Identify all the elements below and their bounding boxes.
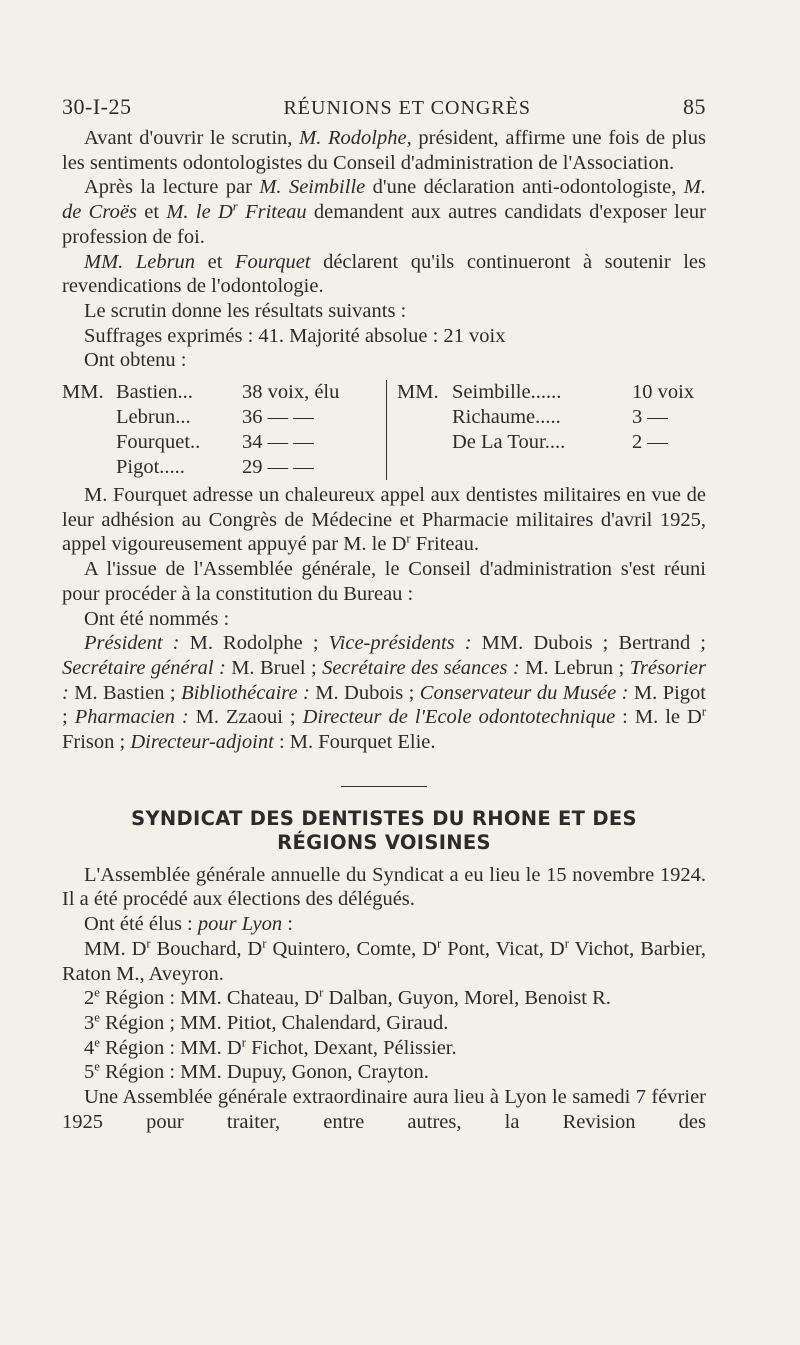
text-run: Région : MM. D [99,1036,242,1059]
section-title-line: SYNDICAT DES DENTISTES DU RHONE ET DES [131,806,637,830]
header-title: RÉUNIONS ET CONGRÈS [283,97,532,119]
text-run: Friteau [237,201,307,224]
paragraph-region-3 [62,1011,706,1036]
candidate-name: Bastien... [116,381,193,404]
italic-run: Président : [84,632,180,655]
text-run: M. le D [166,201,233,224]
text-run: M. Zzaoui ; [188,706,303,729]
paragraph-candidates [62,250,706,299]
vote-row [397,405,697,430]
section-divider [341,786,427,787]
text-run: Pont, Vicat, D [441,937,565,960]
candidate-votes: 3 — [632,406,668,429]
italic-run: Fourquet [234,250,311,273]
superscript: r [701,704,707,719]
text-run: et [136,201,167,224]
text-run: : M. le D [615,706,702,729]
italic-run [166,201,306,223]
superscript: r [319,985,324,1000]
paragraph-region-5 [62,1060,706,1085]
header-date: 30-I-25 [62,94,132,119]
text-run: 2 [84,987,95,1010]
paragraph-obtained: Ont obtenu : [84,349,187,372]
mm-spacer [62,430,116,455]
vote-row [397,380,697,405]
text-run: 4 [84,1036,95,1059]
superscript: e [94,1035,100,1050]
superscript: r [232,199,238,214]
italic-run: Directeur-adjoint [130,731,274,754]
superscript: r [564,936,569,951]
text-run: M. Fourquet adresse un chaleureux appel aux dentistes militaires en vue de leur adhésion au Congrès de Médecine et Pharmacie militaires d'avril 1925, appel vigoureusement appuyé par M. le D [62,484,706,556]
italic-run: MM. Lebrun [84,250,196,273]
text-run: M. Bruel ; [225,656,323,679]
italic-run: Directeur de l'Ecole odontotechnique [302,706,616,729]
text-run: Vichot, Barbier, Raton M., Aveyron. [62,937,706,985]
section-title [62,807,706,855]
text-run: : [282,913,293,936]
text-run: M. Bastien ; [68,681,182,704]
candidate-votes: 2 — [632,431,668,454]
italic-run: pour Lyon [197,913,283,936]
vote-row [62,455,386,480]
italic-run: Secrétaire général : [62,656,226,679]
page-body [62,126,706,1135]
text-run: Ont été élus : [84,913,198,936]
superscript: e [94,985,100,1000]
italic-run: Secrétaire des séances : [322,656,520,679]
paragraph-region-4 [62,1036,706,1061]
text-run: MM. D [84,937,147,960]
page-number: 85 [683,94,706,119]
vote-row [62,405,386,430]
superscript: e [94,1010,100,1025]
vote-row [62,430,386,455]
paragraph-region-2 [62,986,706,1011]
mm-spacer [397,430,452,455]
text-run: Après la lecture par [84,176,260,199]
text-run: d'une déclaration anti-odontologiste, [365,176,684,199]
candidate-votes: 36 — — [242,406,314,429]
paragraph-conseil: A l'issue de l'Assemblée générale, le Conseil d'administration s'est réuni pour procéder à la constitution du Bureau : [62,558,706,605]
text-run: M. Lebrun ; [519,656,630,679]
italic-run: Pharmacien : [74,706,189,729]
superscript: r [437,936,442,951]
text-run: Région : MM. Chateau, D [99,987,320,1010]
superscript: r [146,936,151,951]
italic-run: M. Rodolphe, [299,127,412,149]
text-run: Avant d'ouvrir le scrutin, [84,127,300,149]
paragraph-scrutin-opening [62,126,706,175]
candidate-votes: 29 — — [242,456,314,479]
vote-results-table [62,380,706,480]
text-run: Fichot, Dexant, Pélissier. [245,1036,457,1059]
paragraph-results-intro: Le scrutin donne les résultats suivants : [84,299,407,322]
section-title-line: RÉGIONS VOISINES [277,830,491,854]
candidate-name: De La Tour.... [452,431,566,454]
superscript: r [241,1035,246,1050]
text-run: demandent aux autres candidats d'exposer leur profession de foi. [62,201,706,248]
text-run: M. Pigot ; [62,681,706,729]
paragraph-elected [62,912,706,937]
text-run: président, affirme une fois de plus les sentiments odontologistes du Conseil d'administration de l'Association. [62,127,706,174]
text-run: Bouchard, D [150,937,263,960]
candidate-votes: 38 voix, élu [242,381,340,404]
paragraph-nominated: Ont été nommés : [84,607,230,630]
candidate-name: Fourquet.. [116,431,201,454]
candidate-name: Richaume..... [452,406,561,429]
text-run: déclarent qu'ils continueront à soutenir les revendications de l'odontologie. [62,250,707,298]
mm-spacer [397,405,452,430]
paragraph-bureau [62,631,706,755]
text-run: Région ; MM. Pitiot, Chalendard, Giraud. [99,1011,449,1034]
superscript: r [406,531,411,546]
mm-spacer [62,455,116,480]
text-run: M. Dubois ; [309,681,420,704]
running-header [62,94,706,120]
paragraph-lyon-delegates [62,937,706,986]
text-run: 3 [84,1011,95,1034]
superscript: e [94,1059,100,1074]
italic-run: Conservateur du Musée : [419,681,629,704]
vote-row [397,430,697,455]
italic-run: M. de Croës [62,176,706,224]
mm-spacer [62,405,116,430]
text-run: : M. Fourquet Elie. [273,731,436,754]
candidate-name: Lebrun... [116,406,191,429]
text-run: 5 [84,1061,95,1084]
text-run: M. Rodolphe ; [179,632,329,655]
text-run: Quintero, Comte, D [266,937,438,960]
vote-results-right-column [387,380,697,480]
candidate-votes: 10 voix [632,381,695,404]
paragraph-suffrages: Suffrages exprimés : 41. Majorité absolue : 21 voix [84,324,506,347]
text-run: et [195,250,235,273]
candidate-votes: 34 — — [242,431,314,454]
text-run: MM. Dubois ; Bertrand ; [471,632,706,655]
italic-run: Trésorier : [62,656,707,704]
paragraph-extraordinary-assembly: Une Assemblée générale extraordinaire aura lieu à Lyon le samedi 7 février 1925 pour traiter, entre autres, la Revision des [62,1086,706,1133]
vote-row [62,380,386,405]
paragraph-syndicat-assembly: L'Assemblée générale annuelle du Syndicat a eu lieu le 15 novembre 1924. Il a été procédé aux élections des délégués. [62,863,706,911]
mm-label: MM. [62,381,104,404]
text-run: Région : MM. Dupuy, Gonon, Crayton. [99,1061,429,1084]
text-run: Frison ; [62,731,131,754]
paragraph-fourquet-appeal [62,483,706,557]
italic-run: Bibliothécaire : [181,681,310,704]
candidate-name: Seimbille...... [452,381,562,404]
paragraph-declaration [62,175,706,249]
vote-results-left-column [62,380,387,480]
candidate-name: Pigot..... [116,456,185,479]
text-run: Friteau. [410,533,479,556]
text-run: Dalban, Guyon, Morel, Benoist R. [323,987,611,1010]
italic-run: Vice-présidents : [328,632,472,655]
mm-label: MM. [397,381,439,404]
italic-run: M. Seimbille [259,176,366,199]
superscript: r [262,936,267,951]
